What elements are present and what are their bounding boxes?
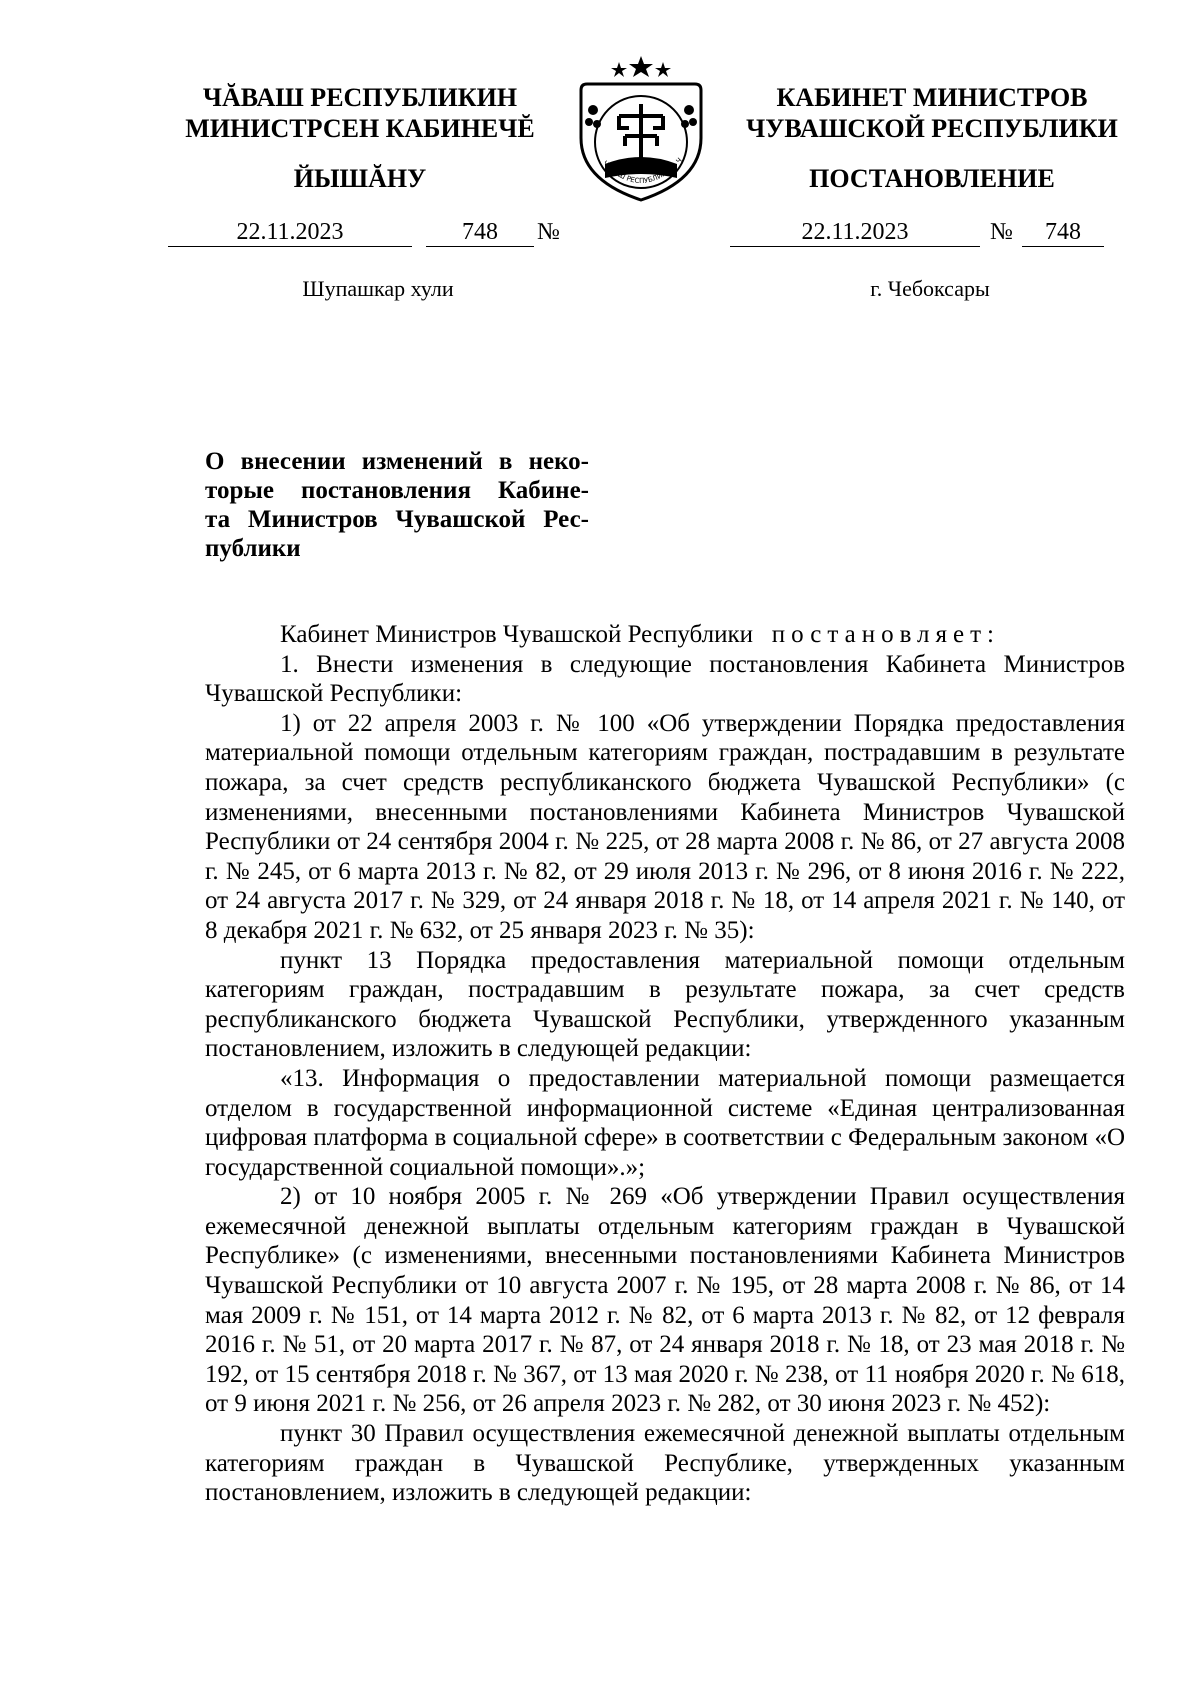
org-name-russian: [722, 82, 1142, 144]
document-title: [205, 447, 589, 563]
city-chuvash: Шупашкар хули: [302, 276, 454, 301]
title-line-4: публики: [205, 535, 301, 562]
org-name-russian-line1: КАБИНЕТ МИНИСТРОВ: [776, 83, 1088, 112]
paragraph-1: 1. Внести изменения в следующие постановления Кабинета Министров Чувашской Республики:: [205, 650, 1125, 708]
coat-of-arms-emblem: [567, 54, 715, 204]
paragraph-2: 1) от 22 апреля 2003 г. № 100 «Об утверждении Порядка предоставления материальной помощи отдельным категориям граждан, пострадавшим в результате пожара, за счет средств республиканского бюджета Чувашской Республики» (с изменениями, внесенными постановлениями Кабинета Министров Чувашской Республики от 24 сентября 2004 г. № 225, от 28 марта 2008 г. № 86, от 27 августа 2008 г. № 245, от 6 марта 2013 г. № 82, от 29 июля 2013 г. № 296, от 8 июня 2016 г. № 222, от 24 августа 2017 г. № 329, от 24 января 2018 г. № 18, от 14 апреля 2021 г. № 140, от 8 декабря 2021 г. № 632, от 25 января 2023 г. № 35):: [205, 709, 1125, 944]
number-sign-left: №: [537, 219, 560, 245]
title-line-2: торые постановления Кабине-: [205, 477, 589, 504]
date-field-right: 22.11.2023: [730, 218, 980, 247]
paragraph-3: пункт 13 Порядка предоставления материальной помощи отдельным категориям граждан, пострадавшим в результате пожара, за счет средств республиканского бюджета Чувашской Республики, утвержденного указанным постановлением, изложить в следующей редакции:: [205, 946, 1125, 1063]
doc-type-chuvash: ЙЫШĂНУ: [293, 164, 427, 193]
org-name-chuvash-line2: МИНИСТРСЕН КАБИНЕЧĔ: [185, 114, 535, 143]
doc-type-russian: ПОСТАНОВЛЕНИЕ: [809, 164, 1055, 193]
paragraph-4: «13. Информация о предоставлении материальной помощи размещается отделом в государственной информационной системе «Единая централизованная цифровая платформа в социальной сфере» в соответствии с Федеральным законом «О государственной социальной помощи».»;: [205, 1064, 1125, 1181]
org-name-chuvash-line1: ЧĂВАШ РЕСПУБЛИКИН: [202, 83, 518, 112]
org-name-chuvash: [150, 82, 570, 144]
document-body: [205, 620, 1125, 1508]
title-line-3: та Министров Чувашской Рес-: [205, 506, 589, 533]
intro-prefix: Кабинет Министров Чувашской Республики: [280, 621, 754, 648]
date-field-left: 22.11.2023: [168, 218, 412, 247]
coat-of-arms-icon: [567, 54, 715, 204]
city-russian: г. Чебоксары: [870, 276, 990, 301]
registration-line: [0, 218, 1200, 248]
number-field-left: 748: [426, 218, 534, 247]
paragraph-6: пункт 30 Правил осуществления ежемесячной денежной выплаты отдельным категориям граждан в Чувашской Республике, утвержденных указанным постановлением, изложить в следующей редакции:: [205, 1420, 1125, 1507]
number-field-right: 748: [1022, 218, 1104, 247]
emblem-ring-text: ЧĂВАШ РЕСПУБЛИКИ ✦ Ч: [601, 156, 684, 186]
intro-paragraph: [205, 620, 1125, 650]
number-sign-right: №: [990, 219, 1013, 245]
org-name-russian-line2: ЧУВАШСКОЙ РЕСПУБЛИКИ: [746, 114, 1118, 143]
intro-verb: постановляет:: [771, 621, 1001, 648]
paragraph-5: 2) от 10 ноября 2005 г. № 269 «Об утверждении Правил осуществления ежемесячной денежной выплаты отдельным категориям граждан в Чувашской Республике» (с изменениями, внесенными постановлениями Кабинета Министров Чувашской Республики от 10 августа 2007 г. № 195, от 28 марта 2008 г. № 86, от 14 мая 2009 г. № 151, от 14 марта 2012 г. № 82, от 6 марта 2013 г. № 82, от 12 февраля 2016 г. № 51, от 20 марта 2017 г. № 87, от 24 января 2018 г. № 18, от 23 мая 2018 г. № 192, от 15 сентября 2018 г. № 367, от 13 мая 2020 г. № 238, от 11 ноября 2020 г. № 618, от 9 июня 2021 г. № 256, от 26 апреля 2023 г. № 282, от 30 июня 2023 г. № 452):: [205, 1183, 1125, 1418]
title-line-1: О внесении изменений в неко-: [205, 448, 589, 475]
